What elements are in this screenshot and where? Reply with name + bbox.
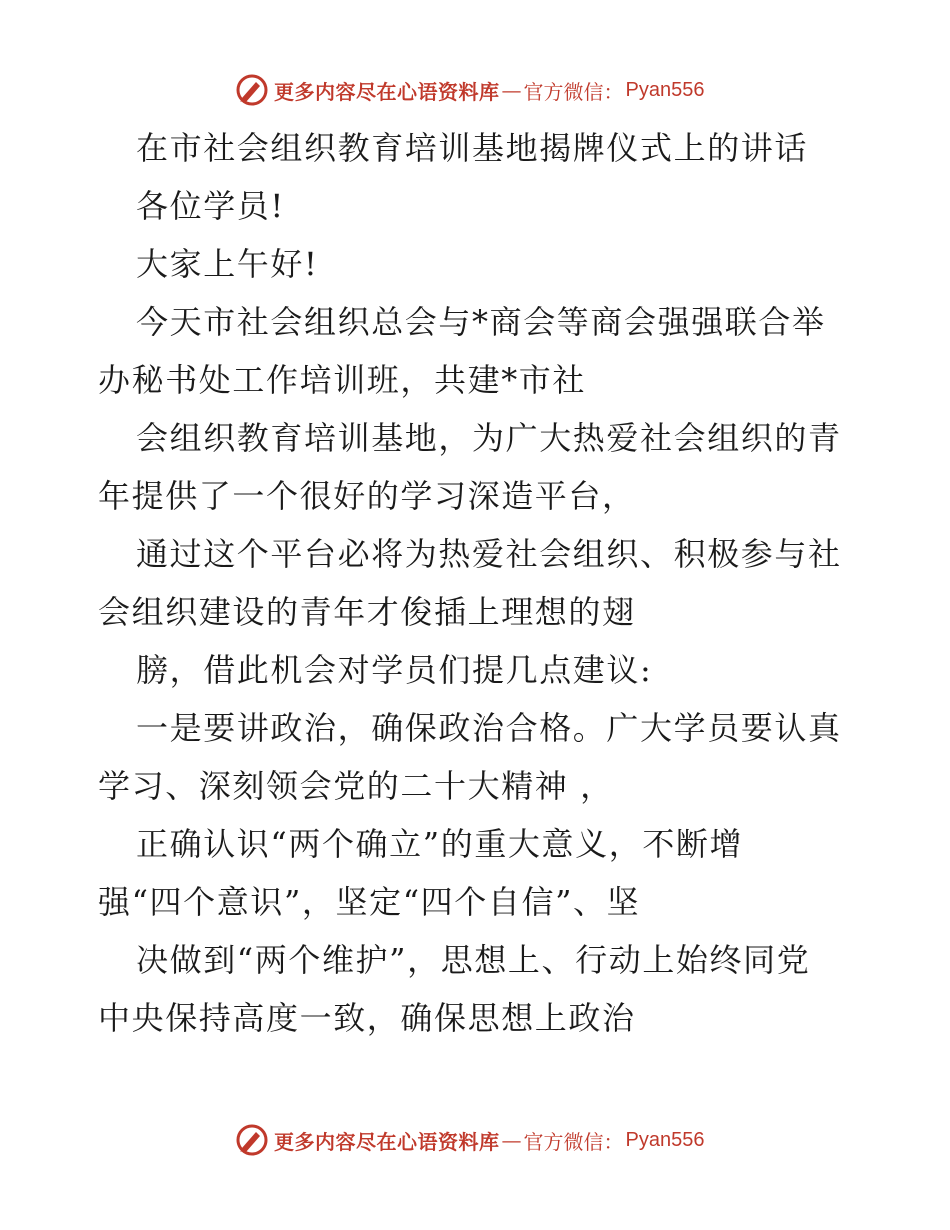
banner-wechat-label: 官方微信： — [523, 1129, 624, 1154]
banner-dash: — — [501, 1128, 522, 1152]
footer-banner — [234, 1122, 704, 1158]
banner-wechat-id: Pyan556 — [625, 1128, 705, 1151]
paragraph-line: 一是要讲政治，确保政治合格。广大学员要认真 — [136, 709, 842, 747]
banner-wechat-id: Pyan556 — [625, 78, 705, 101]
paragraph-line: 膀，借此机会对学员们提几点建议: — [136, 651, 653, 689]
paragraph-line: 强“四个意识”，坚定“四个自信”、坚 — [98, 883, 641, 921]
pen-logo-icon — [234, 1122, 270, 1158]
paragraph-line: 通过这个平台必将为热爱社会组织、积极参与社 — [136, 535, 842, 573]
banner-text: 更多内容尽在心语资料库 — [274, 1129, 500, 1154]
paragraph-line: 决做到“两个维护”，思想上、行动上始终同党 — [136, 941, 811, 979]
document-title: 在市社会组织教育培训基地揭牌仪式上的讲话 — [136, 129, 809, 167]
paragraph-line: 正确认识“两个确立”的重大意义，不断增 — [136, 825, 744, 863]
paragraph-line: 各位学员! — [136, 187, 285, 225]
paragraph-line: 会组织教育培训基地，为广大热爱社会组织的青 — [136, 419, 842, 457]
header-banner — [234, 72, 704, 108]
paragraph-line: 学习、深刻领会党的二十大精神 ， — [98, 767, 614, 805]
paragraph-line: 大家上午好! — [136, 245, 319, 283]
paragraph-line: 今天市社会组织总会与*商会等商会强强联合举 — [136, 303, 826, 341]
paragraph-line: 会组织建设的青年才俊插上理想的翅 — [98, 593, 636, 631]
banner-wechat-label: 官方微信： — [523, 79, 624, 104]
banner-text: 更多内容尽在心语资料库 — [274, 79, 500, 104]
banner-dash: — — [501, 78, 522, 102]
paragraph-line: 办秘书处工作培训班，共建*市社 — [98, 361, 587, 399]
paragraph-line: 中央保持高度一致，确保思想上政治 — [98, 999, 636, 1037]
paragraph-line: 年提供了一个很好的学习深造平台， — [98, 477, 636, 515]
pen-logo-icon — [234, 72, 270, 108]
